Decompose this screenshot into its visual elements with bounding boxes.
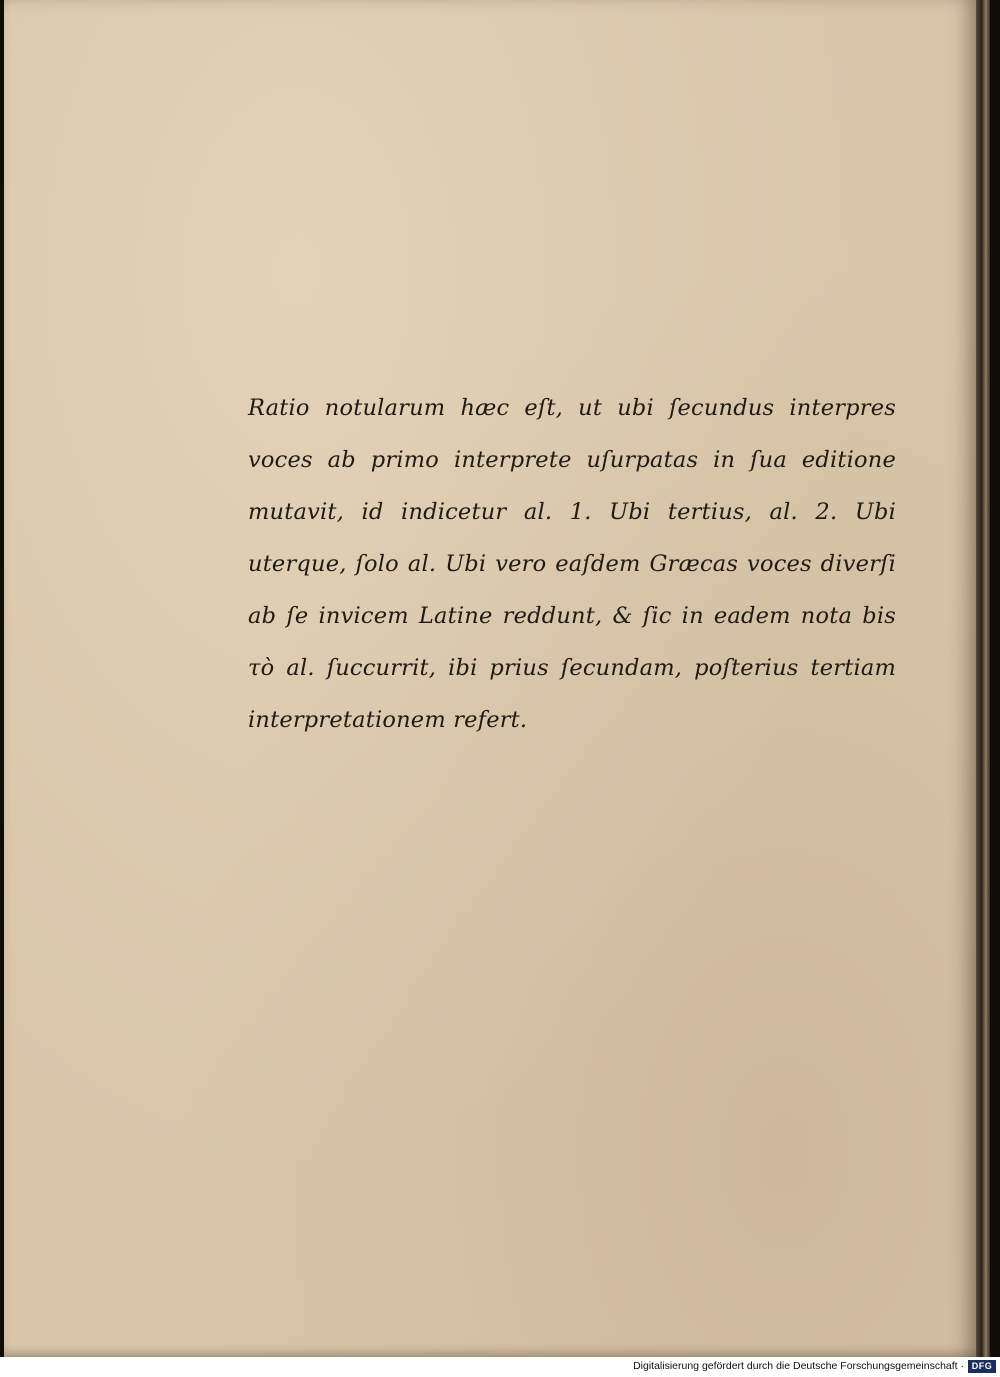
book-page [4,0,980,1357]
notes-explanation-text [248,382,896,746]
paragraph: Ratio notularum hæc eſt, ut ubi ſecundus interpres voces ab primo interprete uſurpatas in ſua editione mutavit, id indicetur al. 1. Ubi tertius, al. 2. Ubi uterque, ſolo al. Ubi vero eaſdem Græcas voces diverſi ab ſe invicem Latine reddunt, & ſic in eadem nota bis τὸ al. ſuccurrit, ibi prius ſecundam, poſterius tertiam interpretationem refert. [248,395,896,733]
book-spine-edge [976,0,990,1357]
digitization-footer [0,1357,1000,1377]
dfg-logo-icon: DFG [968,1360,996,1373]
funding-credit: Digitalisierung gefördert durch die Deutsche Forschungsgemeinschaft · [633,1360,964,1372]
